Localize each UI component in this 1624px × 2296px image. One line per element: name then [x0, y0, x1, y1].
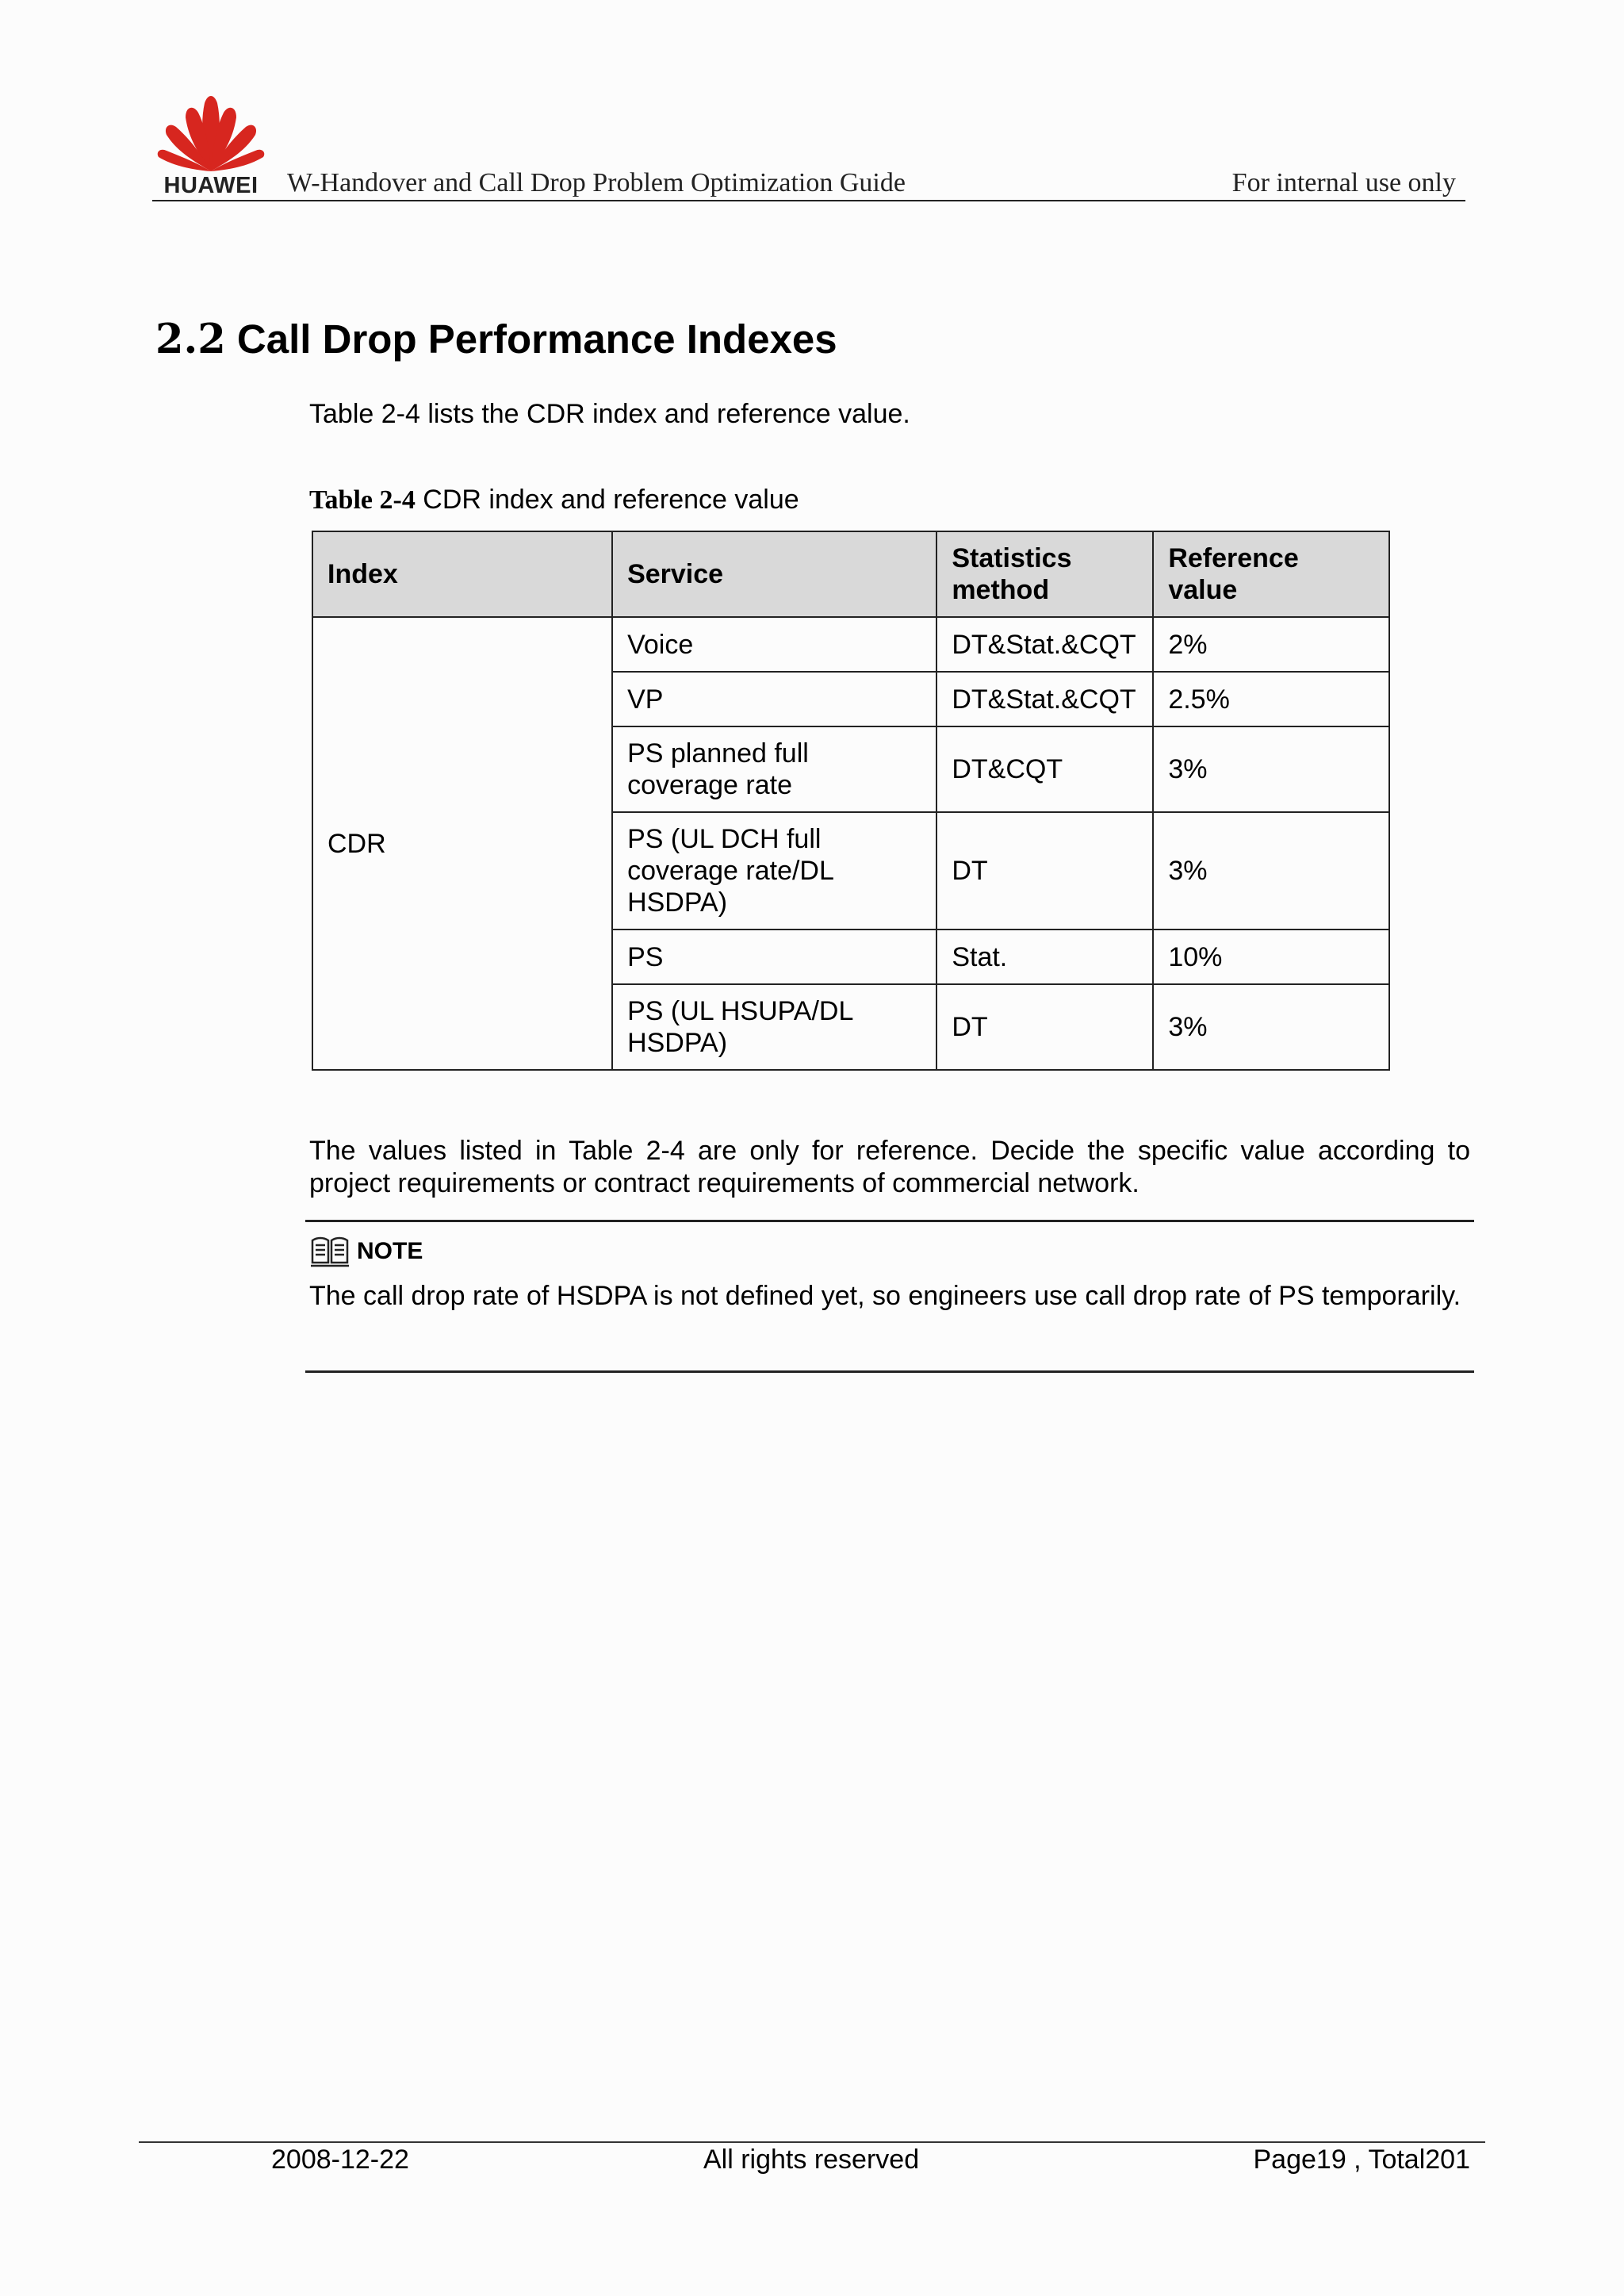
section-title: Call Drop Performance Indexes [236, 316, 837, 362]
book-icon [309, 1236, 350, 1267]
footer-divider [139, 2141, 1485, 2143]
logo-text: HUAWEI [163, 173, 259, 198]
service-cell: VP [612, 672, 936, 726]
service-cell: PS (UL HSUPA/DL HSDPA) [612, 984, 936, 1070]
service-cell: PS planned full coverage rate [612, 726, 936, 812]
header-statistics-method: Statistics method [936, 531, 1153, 617]
service-cell: PS (UL DCH full coverage rate/DL HSDPA) [612, 812, 936, 930]
closing-paragraph: The values listed in Table 2-4 are only for reference. Decide the specific value according to project requirements or contract requirements of commercial network. [309, 1136, 1470, 1198]
note-label: NOTE [357, 1238, 423, 1264]
note-top-divider [305, 1220, 1474, 1222]
table-row [312, 617, 1389, 672]
document-title: W-Handover and Call Drop Problem Optimization Guide [287, 168, 906, 197]
note-text: The call drop rate of HSDPA is not defined yet, so engineers use call drop rate of PS temporarily. [309, 1281, 1461, 1311]
service-cell: Voice [612, 617, 936, 672]
note-heading [309, 1236, 423, 1267]
header-service: Service [612, 531, 936, 617]
cdr-table [312, 531, 1390, 1071]
method-cell: DT [936, 812, 1153, 930]
header-divider [152, 200, 1465, 201]
footer-page-number: Page19 , Total201 [1253, 2145, 1470, 2175]
value-cell: 10% [1153, 930, 1389, 984]
method-cell: Stat. [936, 930, 1153, 984]
value-cell: 3% [1153, 812, 1389, 930]
footer-date: 2008-12-22 [271, 2145, 409, 2175]
method-cell: DT&CQT [936, 726, 1153, 812]
section-number: 2.2 [155, 316, 226, 363]
value-cell: 3% [1153, 984, 1389, 1070]
value-cell: 3% [1153, 726, 1389, 812]
method-cell: DT&Stat.&CQT [936, 617, 1153, 672]
huawei-logo [155, 94, 266, 197]
index-cell: CDR [312, 617, 612, 1070]
logo-petals-icon [155, 94, 266, 173]
service-cell: PS [612, 930, 936, 984]
footer-rights: All rights reserved [703, 2145, 920, 2175]
section-heading [155, 316, 837, 363]
method-cell: DT&Stat.&CQT [936, 672, 1153, 726]
note-bottom-divider [305, 1370, 1474, 1373]
method-cell: DT [936, 984, 1153, 1070]
value-cell: 2.5% [1153, 672, 1389, 726]
table-caption-label: Table 2-4 [309, 485, 416, 515]
intro-paragraph: Table 2-4 lists the CDR index and reference value. [309, 399, 910, 429]
table-caption-text: CDR index and reference value [423, 485, 799, 515]
value-cell: 2% [1153, 617, 1389, 672]
header-index: Index [312, 531, 612, 617]
table-caption [309, 485, 799, 516]
classification-label: For internal use only [1231, 168, 1456, 197]
header-reference-value: Reference value [1153, 531, 1389, 617]
table-header-row [312, 531, 1389, 617]
